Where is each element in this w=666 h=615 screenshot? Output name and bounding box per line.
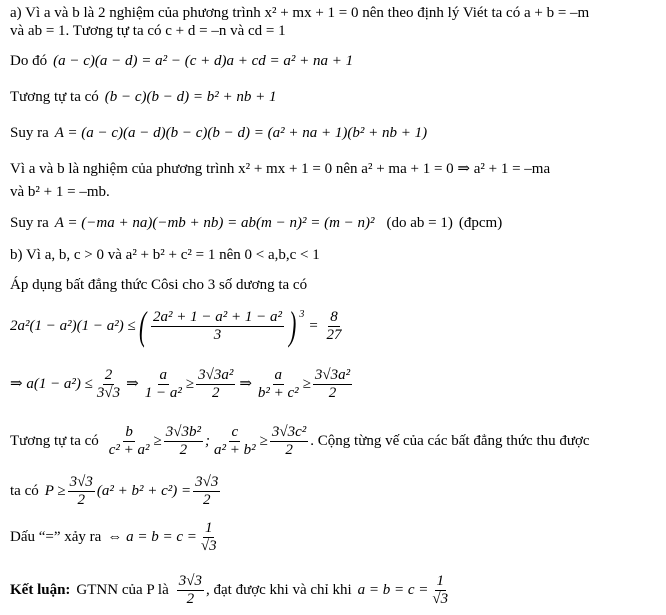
line-3: [10, 52, 662, 70]
cosi-fraction: $\frac{\text{2a² + 1 − a² + 1 − a²}}{3}$: [153, 308, 283, 343]
line-17: Kết luận: GTNN của P là $\frac{3√3}{2}$ , đạt được khi và chỉ khi a = b = c = $\frac{1}{√3}$: [10, 568, 662, 612]
paren-open: (: [138, 303, 147, 348]
text-conclusion: GTNN của P là: [76, 582, 169, 598]
text-part-b: b) Vì a, b, c > 0 và a² + b² + c² = 1 nên 0 < a,b,c < 1: [10, 247, 320, 263]
cosi-rhs: $\frac{8}{27}$: [326, 308, 342, 343]
line-1: [10, 4, 662, 22]
line-6: [10, 160, 662, 178]
text-cauchy: Áp dụng bất đẳng thức Côsi cho 3 số dương ta có: [10, 277, 308, 293]
text-conclusion-2: , đạt được khi và chỉ khi: [206, 582, 352, 598]
line-7: [10, 183, 662, 201]
formula-conclusion-eq: a = b = c = $\frac{1}{√3}$: [357, 572, 449, 607]
formula-equality: ⇔ a = b = c = $\frac{1}{√3}$: [107, 519, 217, 554]
line-15: [10, 468, 662, 514]
line-implication: [10, 360, 662, 408]
text-prefix: ta có: [10, 483, 39, 499]
text-prefix: Suy ra: [10, 125, 49, 141]
line-cosi: [10, 302, 662, 350]
line-4: [10, 88, 662, 106]
formula-a-product: A = (a − c)(a − d)(b − c)(b − d) = (a² + na + 1)(b² + nb + 1): [54, 125, 428, 141]
text-qed: (đpcm): [458, 215, 503, 231]
line-5: [10, 124, 662, 142]
formula-similar: $\frac{b}{\text{c² + a²}}$ ≥ $\frac{\text{3√3b²}}{2}$ ; $\frac{c}{\text{a² + b²}}$ ≥ $\frac{\text{3√3c²}}{2}$: [108, 423, 307, 458]
text-root-property-b: và b² + 1 = –mb.: [10, 184, 110, 200]
line-2: [10, 22, 662, 40]
line-14: [10, 418, 662, 464]
exponent: 3: [299, 309, 305, 320]
text-prefix: Suy ra: [10, 215, 49, 231]
text-prefix: Do đó: [10, 53, 48, 69]
text-note: (do ab = 1): [386, 215, 453, 231]
formula-a-result: A = (−ma + na)(−mb + nb) = ab(m − n)² = (m − n)²: [54, 215, 375, 231]
formula-implication: ⇒ a(1 − a²) ≤ $\frac{2}{3√3}$ ⇒ $\frac{a}{\text{1 − a²}}$ ≥ $\frac{\text{3√3a²}}{2}$ ⇒ $\frac{a}{\text{b² + c²}}$ ≥ $\frac{\text{3√3a²}}{2}$: [10, 366, 351, 401]
line-10: [10, 276, 662, 294]
line-9: [10, 246, 662, 264]
line-8: [10, 214, 662, 232]
paren-close: ): [289, 303, 297, 348]
text-prefix: Tương tự ta có: [10, 433, 99, 449]
cosi-lhs: 2a²(1 − a²)(1 − a²) ≤: [10, 318, 136, 334]
text-root-property: Vì a và b là nghiệm của phương trình x² + mx + 1 = 0 nên a² + ma + 1 = 0 ⇒ a² + 1 = –ma: [10, 161, 551, 177]
text-equality: Dấu “=” xảy ra: [10, 529, 102, 545]
formula-cosi: 2a²(1 − a²)(1 − a²) ≤ ( $\frac{\text{2a² + 1 − a² + 1 − a²}}{3}$ ) $^3$ = $\frac{8}{27}$: [10, 303, 342, 348]
text-viet-1: a) Vì a và b là 2 nghiệm của phương trình x² + mx + 1 = 0 nên theo định lý Viét ta có a + b = –m: [10, 5, 590, 21]
line-16: [10, 516, 662, 558]
formula-p-bound: P ≥ $\frac{3√3}{2}$ (a² + b² + c²) = $\frac{3√3}{2}$: [44, 473, 219, 508]
formula-ac-ad: (a − c)(a − d) = a² − (c + d)a + cd = a² + na + 1: [53, 53, 354, 69]
text-sum-up: . Cộng từng vế của các bất đẳng thức thu được: [310, 433, 590, 449]
conclusion-label: Kết luận:: [10, 582, 71, 598]
formula-bc-bd: (b − c)(b − d) = b² + nb + 1: [104, 89, 277, 105]
text-prefix: Tương tự ta có: [10, 89, 99, 105]
text-viet-2: và ab = 1. Tương tự ta có c + d = –n và cd = 1: [10, 23, 286, 39]
